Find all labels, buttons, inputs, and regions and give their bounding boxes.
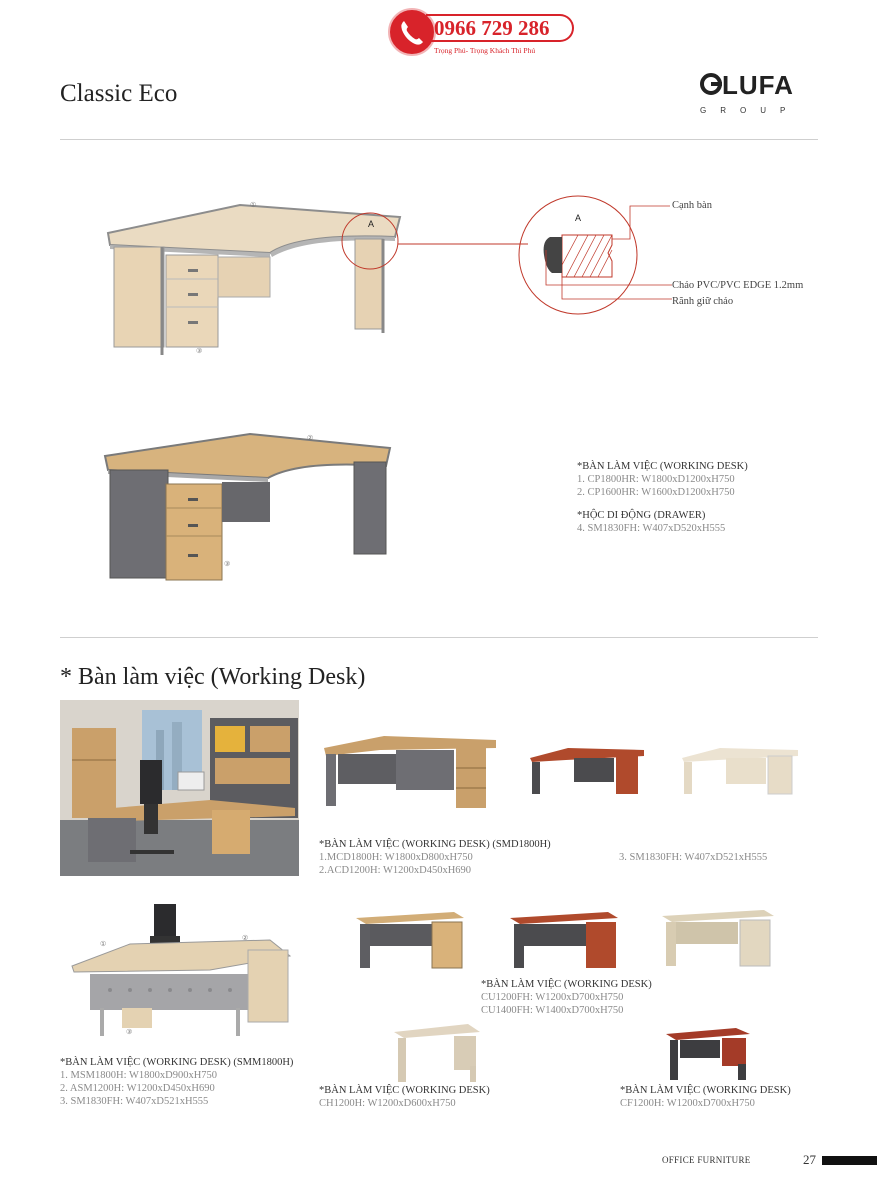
cf-spec-line: CF1200H: W1200xD700xH750 [620,1098,755,1109]
svg-text:③: ③ [224,560,231,568]
cu-specs [481,978,652,1017]
classic-desk-grey-illustration [100,430,400,590]
footer-bar [822,1156,877,1165]
logo-subtitle: GROUP [700,106,800,115]
smd-spec-extra: 3. SM1830FH: W407xD521xH555 [619,852,768,863]
svg-text:③: ③ [126,1028,133,1036]
logo-wordmark: LUFA [722,70,794,100]
callout-edge-groove: Rãnh giữ chảo [672,296,734,307]
callout-pvc-edge: Chảo PVC/PVC EDGE 1.2mm [672,280,804,291]
smm-spec-heading: *BÀN LÀM VIỆC (WORKING DESK) (SMM1800H) [60,1057,294,1068]
cu-desk-wood-illustration [354,910,466,972]
drawer-spec-heading: *HỘC DI ĐỘNG (DRAWER) [577,510,706,521]
header-divider [60,139,818,140]
smd-desk-beige-illustration [680,744,800,796]
smm-spec-line: 3. SM1830FH: W407xD521xH555 [60,1096,209,1107]
footer-label: OFFICE FURNITURE [662,1155,751,1165]
svg-text:②: ② [242,934,249,942]
cu-desk-beige-illustration [660,908,776,970]
desk-spec-line: 2. CP1600HR: W1600xD1200xH750 [577,487,735,498]
svg-text:③: ③ [196,347,203,355]
section-divider [60,637,818,638]
ch-desk-illustration [392,1022,484,1084]
lufa-mark-icon [700,73,722,95]
cu-spec-heading: *BÀN LÀM VIỆC (WORKING DESK) [481,979,652,990]
svg-text:A: A [368,219,375,229]
smd-desk-grey-illustration [320,732,500,810]
page-number: 27 [803,1152,816,1167]
smm-desk-illustration [70,900,296,1040]
ch-spec-heading: *BÀN LÀM VIỆC (WORKING DESK) [319,1085,490,1096]
classic-specs [577,460,748,535]
callout-desk-edge: Cạnh bàn [672,200,712,211]
smd-spec-heading: *BÀN LÀM VIỆC (WORKING DESK) (SMD1800H) [319,839,551,850]
svg-text:①: ① [100,940,107,948]
drawer-spec-line: 4. SM1830FH: W407xD520xH555 [577,523,726,534]
ch-specs [319,1084,490,1110]
smd-specs [319,838,551,877]
page-title: Classic Eco [60,80,178,107]
hotline-badge[interactable] [388,6,576,58]
desk-spec-heading: *BÀN LÀM VIỆC (WORKING DESK) [577,461,748,472]
cf-spec-heading: *BÀN LÀM VIỆC (WORKING DESK) [620,1085,791,1096]
svg-text:A: A [575,213,582,223]
smd-spec-line: 1.MCD1800H: W1800xD800xH750 [319,852,473,863]
brand-logo [700,70,815,122]
hotline-number: 0966 729 286 [426,14,574,42]
svg-text:②: ② [307,434,314,442]
cf-specs [620,1084,791,1110]
smm-spec-line: 1. MSM1800H: W1800xD900xH750 [60,1070,218,1081]
cu-spec-line: CU1200FH: W1200xD700xH750 [481,992,624,1003]
desk-spec-line: 1. CP1800HR: W1800xD1200xH750 [577,474,735,485]
section-title: * Bàn làm việc (Working Desk) [60,664,366,690]
smm-spec-line: 2. ASM1200H: W1200xD450xH690 [60,1083,215,1094]
hotline-tagline: Trọng Phú- Trọng Khách Thì Phú [434,46,536,55]
svg-text:①: ① [250,201,257,209]
cu-spec-line: CU1400FH: W1400xD700xH750 [481,1005,624,1016]
office-photo [60,700,299,876]
smd-spec-line: 2.ACD1200H: W1200xD450xH690 [319,865,472,876]
ch-spec-line: CH1200H: W1200xD600xH750 [319,1098,456,1109]
smm-specs [60,1056,293,1108]
smd-desk-cherry-illustration [528,744,646,796]
cu-desk-cherry-illustration [508,910,620,972]
cf-desk-illustration [664,1026,752,1082]
